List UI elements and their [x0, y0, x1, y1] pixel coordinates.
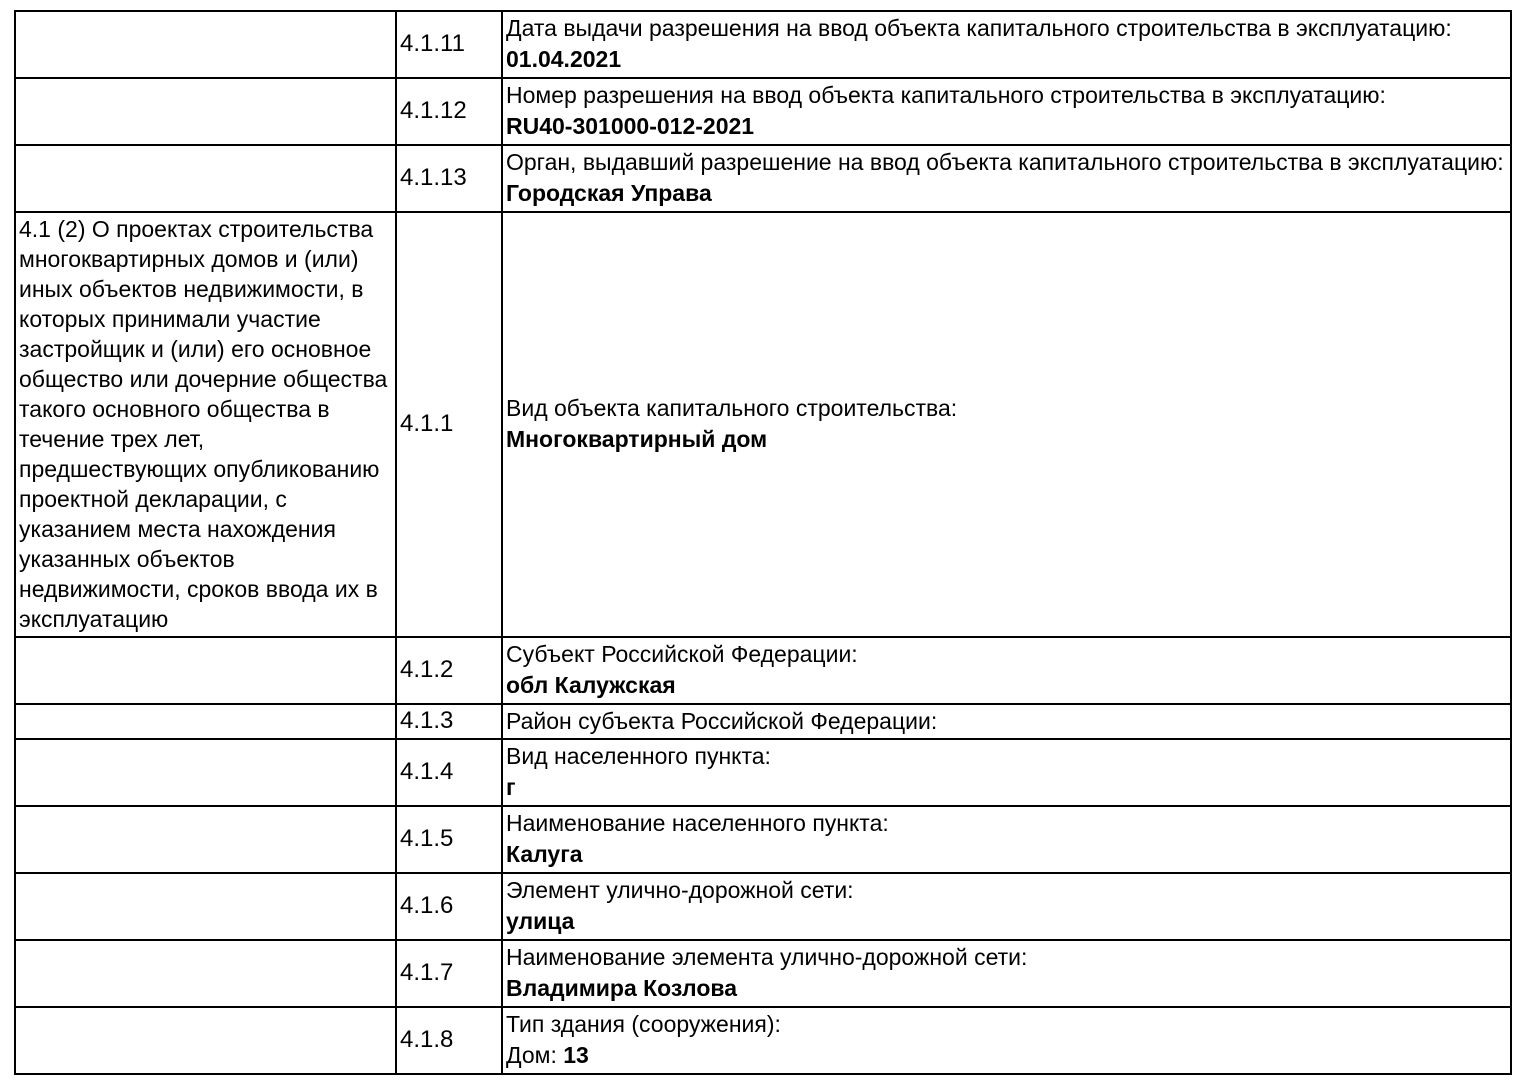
table-row-4-1-8: [15, 1007, 1511, 1074]
item-number: 4.1.13: [396, 145, 502, 212]
field-value-text: обл Калужская: [506, 672, 676, 698]
field-label: Вид населенного пункта:: [506, 743, 771, 769]
section-cell: [15, 873, 396, 940]
item-number: 4.1.8: [396, 1007, 502, 1074]
section-cell: [15, 940, 396, 1007]
field-cell: [502, 145, 1511, 212]
item-number: 4.1.3: [396, 704, 502, 739]
item-number: 4.1.7: [396, 940, 502, 1007]
field-cell: [502, 78, 1511, 145]
table-row-4-1-6: [15, 873, 1511, 940]
field-value: [506, 973, 1506, 1004]
item-number: 4.1.1: [396, 212, 502, 637]
section-cell: [15, 806, 396, 873]
table-row-4-1-2: [15, 637, 1511, 704]
field-value-text: Многоквартирный дом: [506, 426, 768, 452]
field-cell: [502, 637, 1511, 704]
field-label: Субъект Российской Федерации:: [506, 641, 858, 667]
field-value-text: улица: [506, 908, 575, 934]
field-value-text: RU40-301000-012-2021: [506, 113, 755, 139]
table-row-4-1-12: [15, 78, 1511, 145]
field-cell: [502, 11, 1511, 78]
field-label: Номер разрешения на ввод объекта капитального строительства в эксплуатацию:: [506, 82, 1386, 108]
item-number: 4.1.4: [396, 739, 502, 806]
field-value-text: 13: [563, 1042, 589, 1068]
section-cell: [15, 637, 396, 704]
field-label: Вид объекта капитального строительства:: [506, 395, 958, 421]
field-value-text: г: [506, 774, 516, 800]
section-cell: [15, 739, 396, 806]
field-value: [506, 178, 1506, 209]
field-value: [506, 670, 1506, 701]
section-cell: [15, 11, 396, 78]
table-row-4-1-11: [15, 11, 1511, 78]
section-cell: [15, 212, 396, 637]
table-row-4-1-1: [15, 212, 1511, 637]
field-value-text: Городская Управа: [506, 180, 712, 206]
item-number: 4.1.2: [396, 637, 502, 704]
section-description: 4.1 (2) О проектах строительства многоквартирных домов и (или) иных объектов недвижимости, в которых принимали участие застройщик и (или) его основное общество или дочерние общества такого основного общества в течение трех лет, предшествующих опубликованию проектной декларации, с указанием места нахождения указанных объектов недвижимости, сроков ввода их в эксплуатацию: [19, 216, 388, 632]
field-cell: [502, 1007, 1511, 1074]
table-row-4-1-7: [15, 940, 1511, 1007]
field-label: Элемент улично-дорожной сети:: [506, 877, 854, 903]
field-value: [506, 424, 1506, 455]
field-value-prefix: Дом:: [506, 1042, 564, 1068]
field-value: [506, 1040, 1506, 1071]
item-number: 4.1.6: [396, 873, 502, 940]
field-value: [506, 906, 1506, 937]
section-cell: [15, 78, 396, 145]
table-row-4-1-13: [15, 145, 1511, 212]
field-cell: [502, 806, 1511, 873]
field-value: [506, 44, 1506, 75]
declaration-table: [14, 10, 1512, 1075]
field-value: [506, 111, 1506, 142]
section-cell: [15, 1007, 396, 1074]
item-number: 4.1.12: [396, 78, 502, 145]
field-value: [506, 772, 1506, 803]
section-cell: [15, 145, 396, 212]
field-label: Наименование элемента улично-дорожной сети:: [506, 944, 1028, 970]
field-cell: [502, 739, 1511, 806]
field-label: Дата выдачи разрешения на ввод объекта капитального строительства в эксплуатацию:: [506, 15, 1452, 41]
field-cell: [502, 940, 1511, 1007]
field-label: Тип здания (сооружения):: [506, 1011, 781, 1037]
item-number: 4.1.5: [396, 806, 502, 873]
field-value-text: Калуга: [506, 841, 583, 867]
field-cell: [502, 873, 1511, 940]
field-label: Наименование населенного пункта:: [506, 810, 889, 836]
field-cell: [502, 704, 1511, 739]
section-cell: [15, 704, 396, 739]
declaration-document: [14, 10, 1512, 1075]
field-value: [506, 839, 1506, 870]
table-row-4-1-3: [15, 704, 1511, 739]
field-value-text: 01.04.2021: [506, 46, 622, 72]
field-cell: [502, 212, 1511, 637]
field-label: Район субъекта Российской Федерации:: [506, 708, 938, 734]
table-row-4-1-5: [15, 806, 1511, 873]
field-label: Орган, выдавший разрешение на ввод объекта капитального строительства в эксплуатацию:: [506, 149, 1504, 175]
table-row-4-1-4: [15, 739, 1511, 806]
item-number: 4.1.11: [396, 11, 502, 78]
field-value-text: Владимира Козлова: [506, 975, 738, 1001]
